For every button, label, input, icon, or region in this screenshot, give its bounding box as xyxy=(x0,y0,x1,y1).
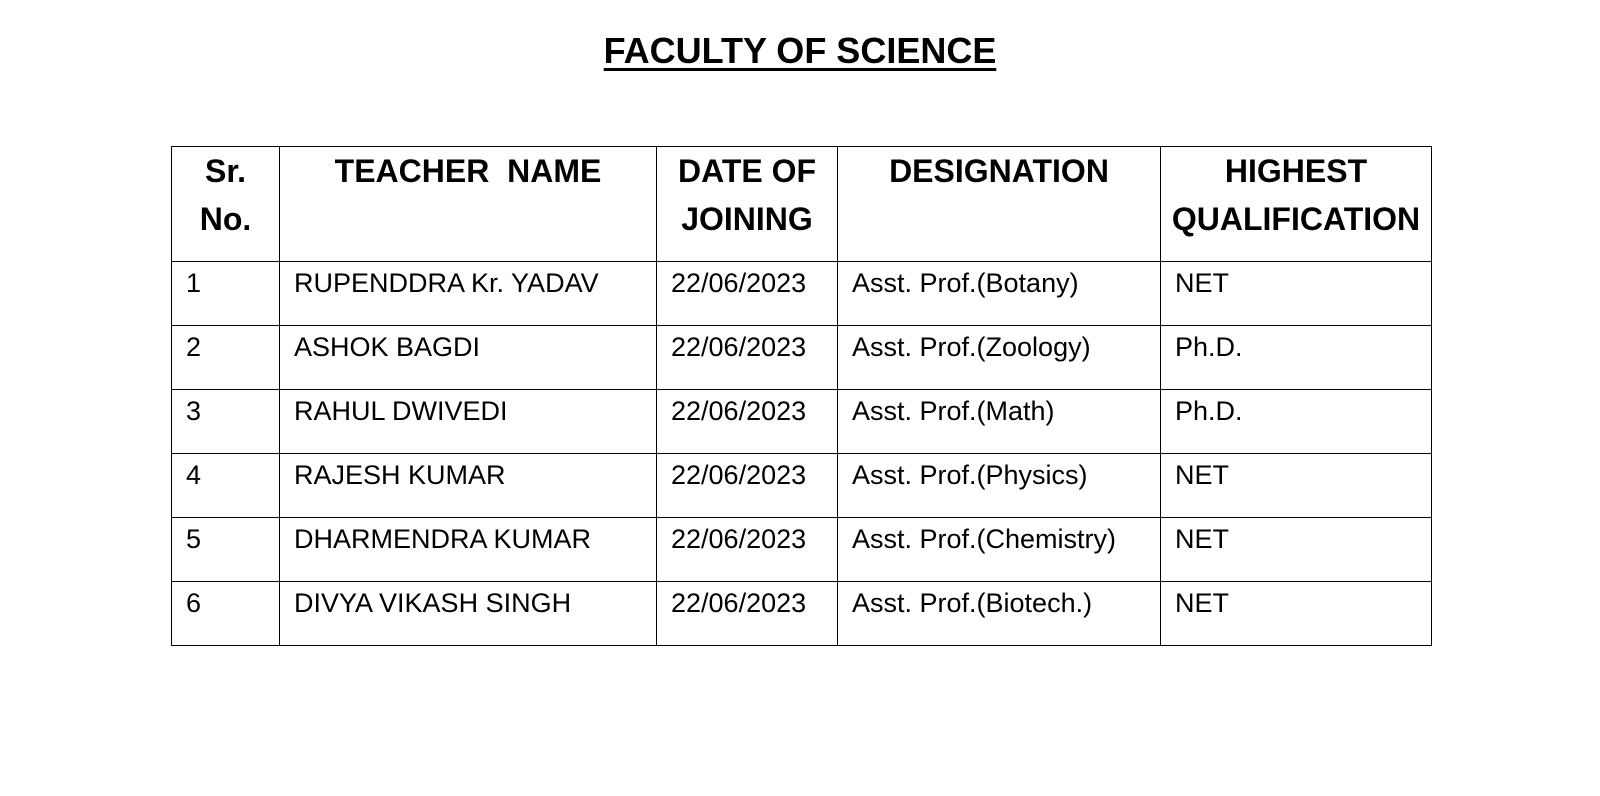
header-date-of-joining xyxy=(657,147,838,262)
cell-date-of-joining: 22/06/2023 xyxy=(657,326,838,390)
cell-teacher-name: RAHUL DWIVEDI xyxy=(280,390,657,454)
cell-sr-no: 3 xyxy=(172,390,280,454)
table-row xyxy=(172,390,1432,454)
cell-sr-no: 5 xyxy=(172,518,280,582)
header-designation xyxy=(838,147,1161,262)
cell-teacher-name: DHARMENDRA KUMAR xyxy=(280,518,657,582)
cell-sr-no: 1 xyxy=(172,262,280,326)
header-date-line2: JOINING xyxy=(681,201,813,237)
cell-teacher-name: DIVYA VIKASH SINGH xyxy=(280,582,657,646)
cell-qualification: NET xyxy=(1161,454,1432,518)
cell-sr-no: 6 xyxy=(172,582,280,646)
table-row xyxy=(172,582,1432,646)
page-title: FACULTY OF SCIENCE xyxy=(603,30,997,71)
faculty-table xyxy=(171,146,1432,646)
header-sr-line2: No. xyxy=(199,201,252,237)
header-qual-line2: QUALIFICATION xyxy=(1171,201,1421,237)
header-name-text: TEACHER NAME xyxy=(334,153,602,189)
cell-qualification: Ph.D. xyxy=(1161,326,1432,390)
cell-designation: Asst. Prof.(Biotech.) xyxy=(838,582,1161,646)
cell-designation: Asst. Prof.(Chemistry) xyxy=(838,518,1161,582)
cell-qualification: NET xyxy=(1161,262,1432,326)
header-sr-no xyxy=(172,147,280,262)
table-row xyxy=(172,262,1432,326)
cell-sr-no: 2 xyxy=(172,326,280,390)
cell-date-of-joining: 22/06/2023 xyxy=(657,518,838,582)
cell-qualification: Ph.D. xyxy=(1161,390,1432,454)
cell-qualification: NET xyxy=(1161,582,1432,646)
header-teacher-name xyxy=(280,147,657,262)
cell-date-of-joining: 22/06/2023 xyxy=(657,582,838,646)
cell-teacher-name: RUPENDDRA Kr. YADAV xyxy=(280,262,657,326)
cell-teacher-name: ASHOK BAGDI xyxy=(280,326,657,390)
cell-sr-no: 4 xyxy=(172,454,280,518)
header-date-line1: DATE OF xyxy=(677,153,817,189)
table-row xyxy=(172,454,1432,518)
cell-qualification: NET xyxy=(1161,518,1432,582)
header-highest-qualification xyxy=(1161,147,1432,262)
header-designation-text: DESIGNATION xyxy=(889,153,1109,189)
cell-date-of-joining: 22/06/2023 xyxy=(657,262,838,326)
cell-date-of-joining: 22/06/2023 xyxy=(657,454,838,518)
cell-designation: Asst. Prof.(Botany) xyxy=(838,262,1161,326)
table-row xyxy=(172,326,1432,390)
cell-designation: Asst. Prof.(Math) xyxy=(838,390,1161,454)
cell-designation: Asst. Prof.(Zoology) xyxy=(838,326,1161,390)
cell-date-of-joining: 22/06/2023 xyxy=(657,390,838,454)
cell-designation: Asst. Prof.(Physics) xyxy=(838,454,1161,518)
table-row xyxy=(172,518,1432,582)
header-qual-line1: HIGHEST xyxy=(1224,153,1368,189)
cell-teacher-name: RAJESH KUMAR xyxy=(280,454,657,518)
table-header-row xyxy=(172,147,1432,262)
header-sr-line1: Sr. xyxy=(205,153,246,189)
